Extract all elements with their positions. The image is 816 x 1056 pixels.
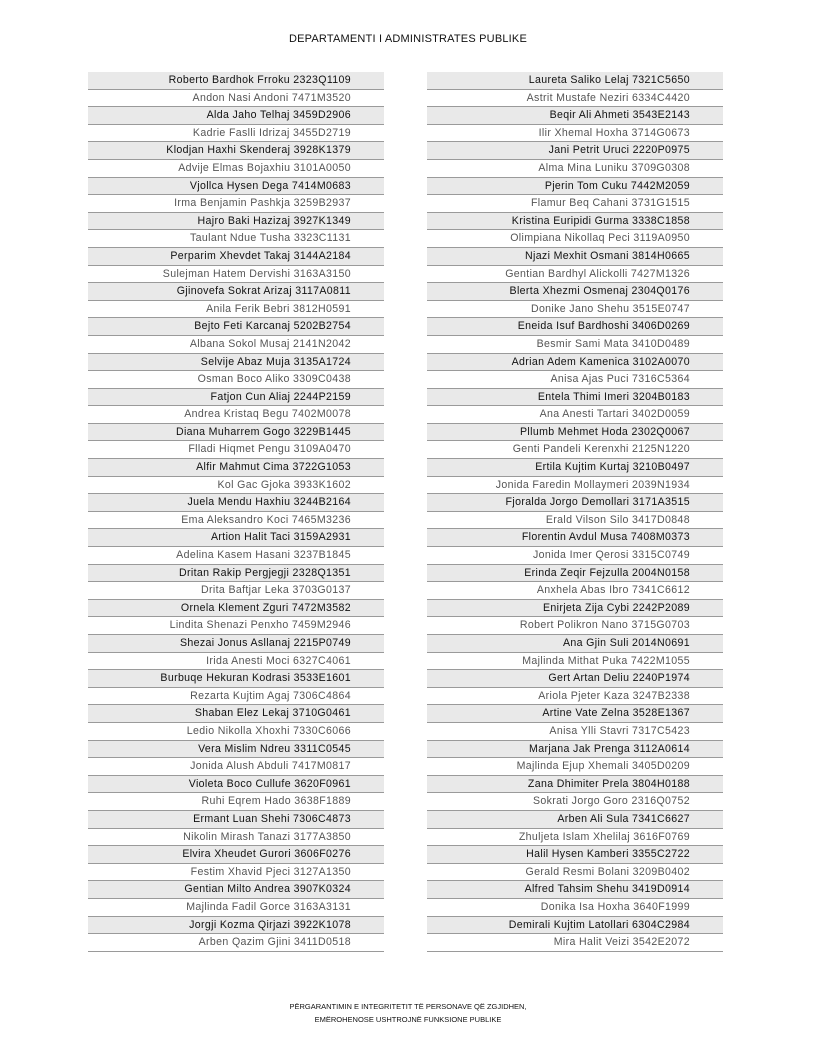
name-row: Sokrati Jorgo Goro 2316Q0752 — [427, 793, 723, 811]
name-row: Hajro Baki Hazizaj 3927K1349 — [88, 213, 384, 231]
name-row: Besmir Sami Mata 3410D0489 — [427, 336, 723, 354]
name-row: Fatjon Cun Aliaj 2244P2159 — [88, 389, 384, 407]
name-row: Erald Vilson Silo 3417D0848 — [427, 512, 723, 530]
name-row: Selvije Abaz Muja 3135A1724 — [88, 354, 384, 372]
name-row: Gentian Bardhyl Alickolli 7427M1326 — [427, 266, 723, 284]
name-row: Nikolin Mirash Tanazi 3177A3850 — [88, 829, 384, 847]
name-row: Alfir Mahmut Cima 3722G1053 — [88, 459, 384, 477]
name-row: Taulant Ndue Tusha 3323C1131 — [88, 230, 384, 248]
footer-line-2: EMËROHENOSE USHTROJNË FUNKSIONE PUBLIKE — [314, 1015, 502, 1024]
name-row: Vera Mislim Ndreu 3311C0545 — [88, 741, 384, 759]
name-row: Dritan Rakip Pergjegji 2328Q1351 — [88, 565, 384, 583]
name-row: Ema Aleksandro Koci 7465M3236 — [88, 512, 384, 530]
name-row: Adrian Adem Kamenica 3102A0070 — [427, 354, 723, 372]
name-row: Adelina Kasem Hasani 3237B1845 — [88, 547, 384, 565]
name-row: Anisa Ajas Puci 7316C5364 — [427, 371, 723, 389]
name-row: Erinda Zeqir Fejzulla 2004N0158 — [427, 565, 723, 583]
name-row: Ana Anesti Tartari 3402D0059 — [427, 406, 723, 424]
name-row: Bejto Feti Karcanaj 5202B2754 — [88, 318, 384, 336]
name-row: Arben Qazim Gjini 3411D0518 — [88, 934, 384, 952]
name-row: Irma Benjamin Pashkja 3259B2937 — [88, 195, 384, 213]
name-row: Irida Anesti Moci 6327C4061 — [88, 653, 384, 671]
name-row: Alda Jaho Telhaj 3459D2906 — [88, 107, 384, 125]
name-row: Festim Xhavid Pjeci 3127A1350 — [88, 864, 384, 882]
name-row: Kadrie Faslli Idrizaj 3455D2719 — [88, 125, 384, 143]
name-row: Donike Jano Shehu 3515E0747 — [427, 301, 723, 319]
name-row: Jonida Alush Abduli 7417M0817 — [88, 758, 384, 776]
name-row: Gert Artan Deliu 2240P1974 — [427, 670, 723, 688]
name-row: Advije Elmas Bojaxhiu 3101A0050 — [88, 160, 384, 178]
name-row: Florentin Avdul Musa 7408M0373 — [427, 529, 723, 547]
name-row: Zana Dhimiter Prela 3804H0188 — [427, 776, 723, 794]
name-row: Roberto Bardhok Frroku 2323Q1109 — [88, 72, 384, 90]
name-row: Jonida Imer Qerosi 3315C0749 — [427, 547, 723, 565]
name-row: Marjana Jak Prenga 3112A0614 — [427, 741, 723, 759]
name-row: Pllumb Mehmet Hoda 2302Q0067 — [427, 424, 723, 442]
name-row: Blerta Xhezmi Osmenaj 2304Q0176 — [427, 283, 723, 301]
name-row: Kristina Euripidi Gurma 3338C1858 — [427, 213, 723, 231]
name-row: Laureta Saliko Lelaj 7321C5650 — [427, 72, 723, 90]
name-row: Flamur Beq Cahani 3731G1515 — [427, 195, 723, 213]
name-row: Ruhi Eqrem Hado 3638F1889 — [88, 793, 384, 811]
name-row: Juela Mendu Haxhiu 3244B2164 — [88, 494, 384, 512]
name-row: Osman Boco Aliko 3309C0438 — [88, 371, 384, 389]
name-row: Gentian Milto Andrea 3907K0324 — [88, 881, 384, 899]
name-row: Ertila Kujtim Kurtaj 3210B0497 — [427, 459, 723, 477]
name-row: Fjoralda Jorgo Demollari 3171A3515 — [427, 494, 723, 512]
name-row: Beqir Ali Ahmeti 3543E2143 — [427, 107, 723, 125]
name-row: Halil Hysen Kamberi 3355C2722 — [427, 846, 723, 864]
name-row: Olimpiana Nikollaq Peci 3119A0950 — [427, 230, 723, 248]
page-footer — [0, 1000, 816, 1026]
name-row: Ornela Klement Zguri 7472M3582 — [88, 600, 384, 618]
name-row: Drita Baftjar Leka 3703G0137 — [88, 582, 384, 600]
name-row: Klodjan Haxhi Skenderaj 3928K1379 — [88, 142, 384, 160]
name-row: Sulejman Hatem Dervishi 3163A3150 — [88, 266, 384, 284]
name-row: Ledio Nikolla Xhoxhi 7330C6066 — [88, 723, 384, 741]
page-title: DEPARTAMENTI I ADMINISTRATES PUBLIKE — [288, 33, 528, 45]
name-row: Perparim Xhevdet Takaj 3144A2184 — [88, 248, 384, 266]
name-row: Albana Sokol Musaj 2141N2042 — [88, 336, 384, 354]
name-row: Entela Thimi Imeri 3204B0183 — [427, 389, 723, 407]
name-row: Rezarta Kujtim Agaj 7306C4864 — [88, 688, 384, 706]
name-row: Pjerin Tom Cuku 7442M2059 — [427, 178, 723, 196]
name-row: Ariola Pjeter Kaza 3247B2338 — [427, 688, 723, 706]
name-row: Alfred Tahsim Shehu 3419D0914 — [427, 881, 723, 899]
name-row: Andon Nasi Andoni 7471M3520 — [88, 90, 384, 108]
name-row: Jorgji Kozma Qirjazi 3922K1078 — [88, 917, 384, 935]
name-row: Kol Gac Gjoka 3933K1602 — [88, 477, 384, 495]
name-row: Majlinda Mithat Puka 7422M1055 — [427, 653, 723, 671]
footer-line-1: PËRGARANTIMIN E INTEGRITETIT TË PERSONAVE QË ZGJIDHEN, — [289, 1002, 527, 1011]
name-row: Donika Isa Hoxha 3640F1999 — [427, 899, 723, 917]
name-row: Jani Petrit Uruci 2220P0975 — [427, 142, 723, 160]
name-row: Artion Halit Taci 3159A2931 — [88, 529, 384, 547]
name-row: Gerald Resmi Bolani 3209B0402 — [427, 864, 723, 882]
name-row: Artine Vate Zelna 3528E1367 — [427, 705, 723, 723]
name-row: Anila Ferik Bebri 3812H0591 — [88, 301, 384, 319]
name-row: Alma Mina Luniku 3709G0308 — [427, 160, 723, 178]
name-row: Majlinda Fadil Gorce 3163A3131 — [88, 899, 384, 917]
name-row: Ana Gjin Suli 2014N0691 — [427, 635, 723, 653]
name-row: Burbuqe Hekuran Kodrasi 3533E1601 — [88, 670, 384, 688]
name-row: Violeta Boco Cullufe 3620F0961 — [88, 776, 384, 794]
name-row: Lindita Shenazi Penxho 7459M2946 — [88, 617, 384, 635]
name-row: Enirjeta Zija Cybi 2242P2089 — [427, 600, 723, 618]
name-row: Njazi Mexhit Osmani 3814H0665 — [427, 248, 723, 266]
name-row: Robert Polikron Nano 3715G0703 — [427, 617, 723, 635]
left-name-column — [88, 72, 384, 952]
name-row: Astrit Mustafe Neziri 6334C4420 — [427, 90, 723, 108]
name-row: Anisa Ylli Stavri 7317C5423 — [427, 723, 723, 741]
name-row: Shezai Jonus Asllanaj 2215P0749 — [88, 635, 384, 653]
name-row: Anxhela Abas Ibro 7341C6612 — [427, 582, 723, 600]
right-name-column — [427, 72, 723, 952]
name-row: Flladi Hiqmet Pengu 3109A0470 — [88, 441, 384, 459]
name-row: Ilir Xhemal Hoxha 3714G0673 — [427, 125, 723, 143]
name-row: Eneida Isuf Bardhoshi 3406D0269 — [427, 318, 723, 336]
name-row: Shaban Elez Lekaj 3710G0461 — [88, 705, 384, 723]
name-row: Elvira Xheudet Gurori 3606F0276 — [88, 846, 384, 864]
name-row: Ermant Luan Shehi 7306C4873 — [88, 811, 384, 829]
name-row: Majlinda Ejup Xhemali 3405D0209 — [427, 758, 723, 776]
name-row: Mira Halit Veizi 3542E2072 — [427, 934, 723, 952]
name-row: Genti Pandeli Kerenxhi 2125N1220 — [427, 441, 723, 459]
name-row: Demirali Kujtim Latollari 6304C2984 — [427, 917, 723, 935]
name-row: Jonida Faredin Mollaymeri 2039N1934 — [427, 477, 723, 495]
name-row: Zhuljeta Islam Xhelilaj 3616F0769 — [427, 829, 723, 847]
name-row: Andrea Kristaq Begu 7402M0078 — [88, 406, 384, 424]
name-row: Gjinovefa Sokrat Arizaj 3117A0811 — [88, 283, 384, 301]
name-row: Diana Muharrem Gogo 3229B1445 — [88, 424, 384, 442]
name-row: Arben Ali Sula 7341C6627 — [427, 811, 723, 829]
name-row: Vjollca Hysen Dega 7414M0683 — [88, 178, 384, 196]
